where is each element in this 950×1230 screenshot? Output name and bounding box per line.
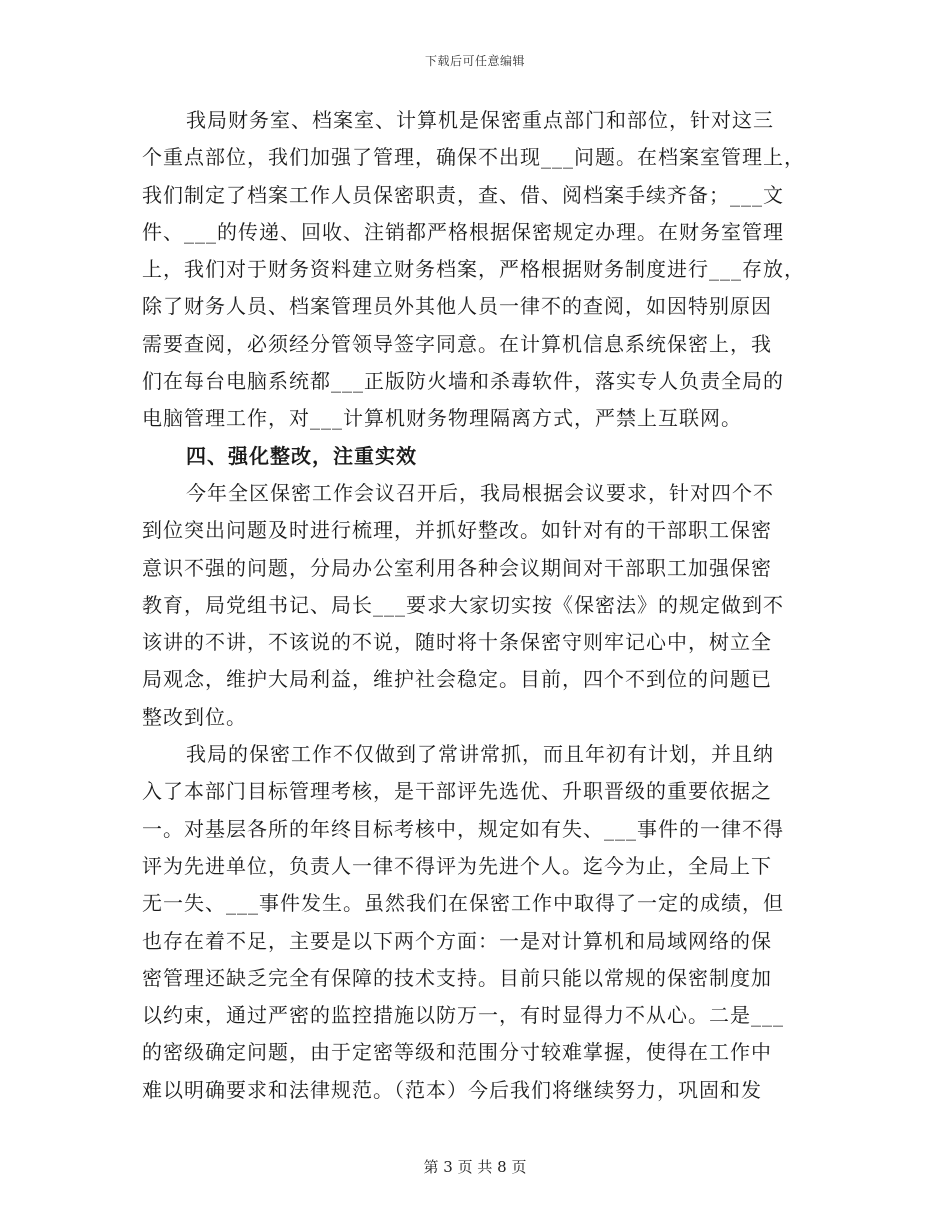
paragraph-line: 难以明确要求和法律规范。（范本）今后我们将继续努力，巩固和发 bbox=[142, 1077, 762, 1102]
paragraph-line: 个重点部位，我们加强了管理，确保不出现___问题。在档案室管理上， bbox=[142, 145, 805, 170]
paragraph-line: 密管理还缺乏完全有保障的技术支持。目前只能以常规的保密制度加 bbox=[142, 965, 772, 990]
paragraph-line: 一。对基层各所的年终目标考核中，规定如有失、___事件的一律不得 bbox=[142, 816, 784, 841]
paragraph-line: 意识不强的问题，分局办公室利用各种会议期间对干部职工加强保密 bbox=[142, 555, 772, 580]
paragraph-line: 以约束，通过严密的监控措施以防万一，有时显得力不从心。二是___ bbox=[142, 1003, 784, 1028]
paragraph-line: 件、___的传递、回收、注销都严格根据保密规定办理。在财务室管理 bbox=[142, 219, 784, 244]
page-header: 下载后可任意编辑 bbox=[424, 54, 525, 68]
paragraph-line: 除了财务人员、档案管理员外其他人员一律不的查阅，如因特别原因 bbox=[142, 294, 772, 319]
paragraph-line: 需要查阅，必须经分管领导签字同意。在计算机信息系统保密上，我 bbox=[142, 331, 772, 356]
document-body bbox=[142, 102, 814, 1109]
paragraph-line: 该讲的不讲，不该说的不说，随时将十条保密守则牢记心中，树立全 bbox=[142, 630, 772, 655]
paragraph-line: 整改到位。 bbox=[142, 704, 247, 729]
paragraph-line: 上，我们对于财务资料建立财务档案，严格根据财务制度进行___存放， bbox=[142, 257, 805, 282]
paragraph-line: 的密级确定问题，由于定密等级和范围分寸较难掌握，使得在工作中 bbox=[142, 1040, 772, 1065]
paragraph-line: 们在每台电脑系统都___正版防火墙和杀毒软件，落实专人负责全局的 bbox=[142, 369, 784, 394]
section-heading: 四、强化整改，注重实效 bbox=[186, 443, 417, 468]
paragraph-line: 评为先进单位，负责人一律不得评为先进个人。迄今为止，全局上下 bbox=[142, 853, 772, 878]
paragraph-line: 也存在着不足，主要是以下两个方面：一是对计算机和局域网络的保 bbox=[142, 928, 772, 953]
paragraph-line: 今年全区保密工作会议召开后，我局根据会议要求，针对四个不 bbox=[186, 480, 774, 505]
paragraph-line: 无一失、___事件发生。虽然我们在保密工作中取得了一定的成绩，但 bbox=[142, 891, 784, 916]
paragraph-line: 到位突出问题及时进行梳理，并抓好整改。如针对有的干部职工保密 bbox=[142, 518, 772, 543]
paragraph-line: 入了本部门目标管理考核，是干部评先选优、升职晋级的重要依据之 bbox=[142, 779, 772, 804]
paragraph-line: 教育，局党组书记、局长___要求大家切实按《保密法》的规定做到不 bbox=[142, 592, 784, 617]
paragraph-line: 局观念，维护大局利益，维护社会稳定。目前，四个不到位的问题已 bbox=[142, 667, 772, 692]
page-footer: 第 3 页 共 8 页 bbox=[423, 1158, 527, 1176]
paragraph-line: 我局的保密工作不仅做到了常讲常抓，而且年初有计划，并且纳 bbox=[186, 742, 774, 767]
paragraph-line: 我局财务室、档案室、计算机是保密重点部门和部位，针对这三 bbox=[186, 108, 774, 132]
paragraph-line: 我们制定了档案工作人员保密职责，查、借、阅档案手续齐备；___文 bbox=[142, 182, 784, 207]
paragraph-line: 电脑管理工作，对___计算机财务物理隔离方式，严禁上互联网。 bbox=[142, 406, 742, 431]
